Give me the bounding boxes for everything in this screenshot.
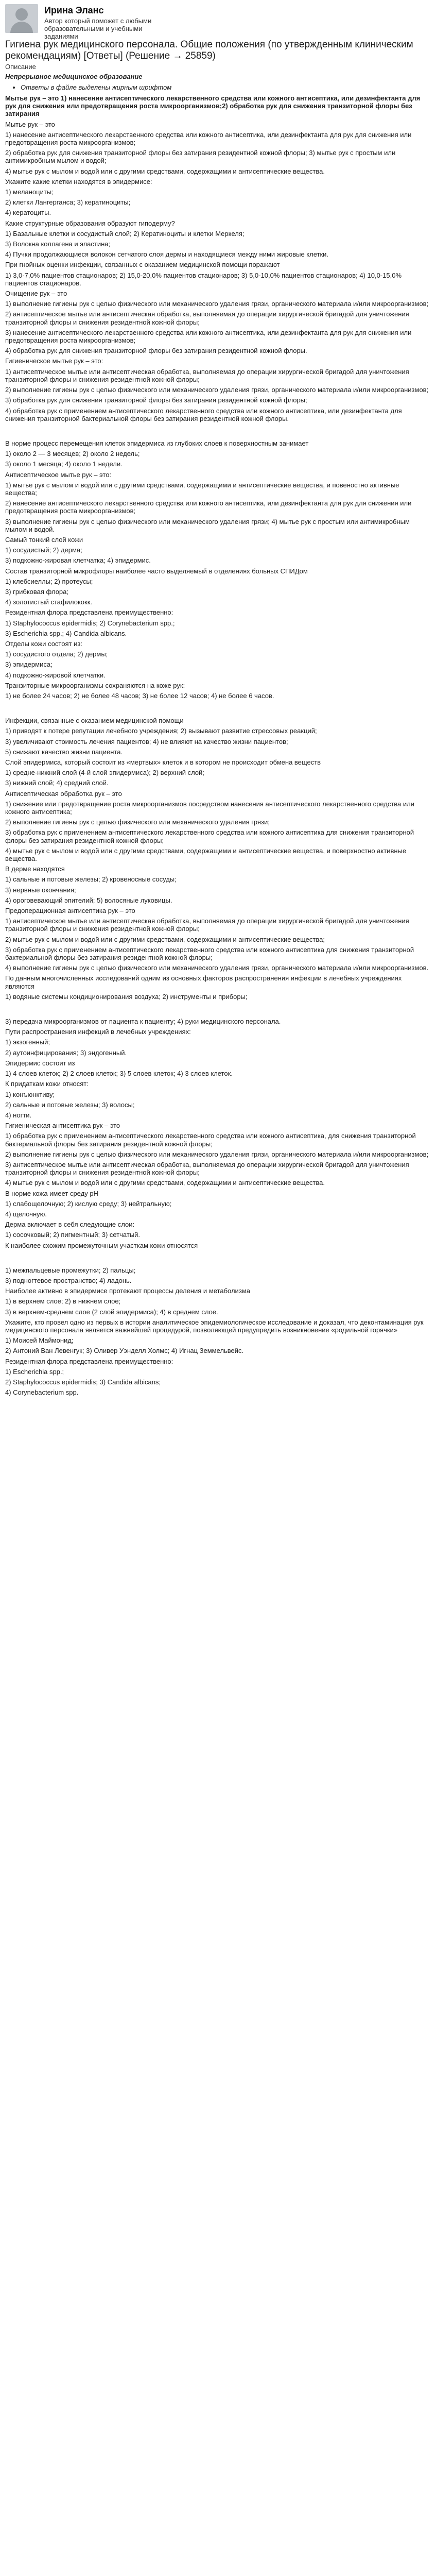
content-paragraph: 1) в верхнем слое; 2) в нижнем слое; <box>5 1297 121 1306</box>
content-paragraph: 3) нижний слой; 4) средний слой. <box>5 779 109 787</box>
content-paragraph: 4) Corynebacterium spp. <box>5 1388 79 1397</box>
content-paragraph: Гигиеническая антисептика рук – это <box>5 1122 120 1130</box>
content-paragraph: 4) Пучки продолжающиеся волокон сетчатого слоя дермы и находящиеся между ними жировые клетки. <box>5 250 329 259</box>
content-paragraph: 3) грибковая флора; <box>5 587 68 596</box>
content-paragraph: 1) антисептическое мытье или антисептическая обработка, выполняемая до операции хирургической бригадой для уничтожения транзиторной флоры и снижения резидентной кожной флоры; <box>5 917 409 933</box>
content-paragraph: 1) обработка рук с применением антисептического лекарственного средства или кожного антисептика, для снижения транзиторной бактериальной флоры без затирания резидентной кожной флоры; <box>5 1132 416 1148</box>
content-paragraph: 1) сальные и потовые железы; 2) кровеносные сосуды; <box>5 875 177 884</box>
content-paragraph: 2) обработка рук для снижения транзиторной флоры без затирания резидентной кожной флоры; 3) мытье рук с простым или антимикробным мылом и водой; <box>5 149 396 165</box>
content-paragraph: В норме процесс перемещения клеток эпидермиса из глубоких слоев к поверхностным занимает <box>5 439 309 447</box>
answers-content <box>5 94 431 1396</box>
content-paragraph: Дерма включает в себя следующие слои: <box>5 1221 135 1229</box>
content-paragraph: 3) около 1 месяца; 4) около 1 недели. <box>5 460 123 468</box>
avatar[interactable] <box>5 4 38 33</box>
content-paragraph: 4) обработка рук для снижения транзиторной флоры без затирания резидентной кожной флоры. <box>5 347 307 355</box>
content-paragraph: 1) клебсиеллы; 2) протеусы; <box>5 577 93 585</box>
content-paragraph: 4) выполнение гигиены рук с целью физического или механического удаления грязи, органического материала и/или микроорганизмов. <box>5 964 429 972</box>
content-paragraph: К наиболее схожим промежуточным участкам кожи относятся <box>5 1241 198 1249</box>
content-paragraph: Предоперационная антисептика рук – это <box>5 907 135 915</box>
content-paragraph: 2) Антоний Ван Левенгук; 3) Оливер Уэнделл Холмс; 4) Игнац Земмельвейс. <box>5 1347 244 1355</box>
content-paragraph: Какие структурные образования образуют гиподерму? <box>5 219 175 227</box>
content-paragraph: 1) мытье рук с мылом и водой или с другими средствами, содержащими и антисептические вещества, и повеностно активные вещества; <box>5 481 399 497</box>
page-title: Гигиена рук медицинского персонала. Общие положения (по утвержденным клиническим рекомендациям) [Ответы] (Решение → 25859) <box>5 39 413 61</box>
content-paragraph: Слой эпидермиса, который состоит из «мертвых» клеток и в котором не происходит обмена веществ <box>5 758 321 766</box>
content-paragraph: 4) золотистый стафилококк. <box>5 598 92 606</box>
content-paragraph: Наиболее активно в эпидермисе протекают процессы деления и метаболизма <box>5 1287 250 1295</box>
content-paragraph: 3) Волокна коллагена и эластина; <box>5 240 111 248</box>
content-paragraph: 3) нервные окончания; <box>5 886 76 894</box>
content-paragraph: 3) Escherichia spp.; 4) Candida albicans. <box>5 629 127 637</box>
content-paragraph: 1) Staphylococcus epidermidis; 2) Corynebacterium spp.; <box>5 619 175 627</box>
content-paragraph: 2) выполнение гигиены рук с целью физического или механического удаления грязи, органического материала и/или микроорганизмов; <box>5 1150 429 1158</box>
content-paragraph: При гнойных оценки инфекции, связанных с оказанием медицинской помощи поражают <box>5 261 280 269</box>
content-paragraph: 1) средне-нижний слой (4-й слой эпидермиса); 2) верхний слой; <box>5 769 204 777</box>
content-paragraph: 3) обработка рук для снижения транзиторной флоры без затирания резидентной кожной флоры; <box>5 396 307 404</box>
content-paragraph: 1) конъюнктиву; <box>5 1090 55 1098</box>
content-paragraph: Укажите какие клетки находятся в эпидермисе: <box>5 177 152 185</box>
author-info <box>44 4 163 40</box>
content-paragraph: 3) обработка рук с применением антисептического лекарственного средства или кожного антисептика для снижения транзиторной флоры без затирания резидентной кожной флоры; <box>5 828 414 844</box>
author-card <box>5 4 431 40</box>
content-paragraph: 2) сальные и потовые железы; 3) волосы; <box>5 1100 135 1109</box>
content-paragraph: Пути распространения инфекций в лечебных учреждениях: <box>5 1028 191 1036</box>
content-paragraph: 3) обработка рук с применением антисептического лекарственного средства или кожного антисептика для снижения транзиторной бактериальной флоры без затирания резидентной кожной флоры; <box>5 945 414 962</box>
content-paragraph: 1) слабощелочную; 2) кислую среду; 3) нейтральную; <box>5 1199 172 1208</box>
content-paragraph: 3) нанесение антисептического лекарственного средства или кожного антисептика, или дезинфектанта для рук для снижения или предотвращения роста микроорганизмов; <box>5 328 412 345</box>
content-paragraph: 3) в верхнем-среднем слое (2 слой эпидермиса); 4) в среднем слое. <box>5 1308 218 1316</box>
content-paragraph: Инфекции, связанные с оказанием медицинской помощи <box>5 717 184 725</box>
note-list <box>5 83 431 91</box>
content-paragraph: Антисептическое мытье рук – это: <box>5 470 112 479</box>
content-paragraph: 4) мытье рук с мылом и водой или с другими средствами, содержащими и антисептические вещества, и поверхностно активные вещества. <box>5 846 407 863</box>
content-paragraph: Очищение рук – это <box>5 290 67 298</box>
content-paragraph: 2) выполнение гигиены рук с целью физического или механического удаления грязи; <box>5 818 270 826</box>
content-paragraph: 5) снижают качество жизни пациента. <box>5 748 123 756</box>
content-paragraph: 4) подкожно-жировой клетчатки. <box>5 671 106 679</box>
content-paragraph: 4) мытье рук с мылом и водой или с другими средствами, содержащими и антисептические вещества. <box>5 167 325 175</box>
content-paragraph: 4) кератоциты. <box>5 209 51 217</box>
content-paragraph: 1) 4 слоев клеток; 2) 2 слоев клеток; 3) 5 слоев клеток; 4) 3 слоев клеток. <box>5 1070 233 1078</box>
content-paragraph: 3) увеличивают стоимость лечения пациентов; 4) не влияют на качество жизни пациентов; <box>5 737 288 745</box>
content-paragraph: Резидентная флора представлена преимущественно: <box>5 608 173 617</box>
content-paragraph: 1) приводят к потере репутации лечебного учреждения; 2) вызывают развитие стрессовых реакций; <box>5 727 317 735</box>
content-paragraph: Укажите, кто провел одно из первых в истории аналитическое эпидемиологическое исследование и доказал, что деконтаминация рук медицинского персонала является важнейшей процедурой, позволяющей предупредить возникновение «родильной горячки» <box>5 1318 424 1334</box>
page-break-gap <box>5 1252 431 1266</box>
subject-label: Непрерывное медицинское образование <box>5 73 143 80</box>
content-paragraph: 1) 3,0-7,0% пациентов стационаров; 2) 15,0-20,0% пациентов стационаров; 3) 5,0-10,0% пациентов стационаров; 4) 10,0-15,0% пациентов стационаров. <box>5 271 402 287</box>
content-paragraph: 1) снижение или предотвращение роста микроорганизмов посредством нанесения антисептического лекарственного средства или кожного антисептика; <box>5 800 414 816</box>
content-paragraph: 1) экзогенный; <box>5 1038 50 1046</box>
content-paragraph: Транзиторные микроорганизмы сохраняются на коже рук: <box>5 681 185 689</box>
content-paragraph: 3) подкожно-жировая клетчатка; 4) эпидермис. <box>5 556 151 565</box>
content-paragraph: 4) ороговевающий эпителий; 5) волосяные луковицы. <box>5 896 172 904</box>
content-paragraph: Мытье рук – это <box>5 120 55 128</box>
content-paragraph: По данным многочисленных исследований одним из основных факторов распространения инфекции в лечебных учреждениях являются <box>5 974 402 990</box>
note-item: • Ответы в файле выделены жирным шрифтом <box>21 83 431 91</box>
content-paragraph: В норме кожа имеет среду pH <box>5 1189 98 1197</box>
content-paragraph: 1) антисептическое мытье или антисептическая обработка, выполняемая до операции хирургической бригадой для уничтожения транзиторной флоры и снижения резидентной кожной флоры; <box>5 367 409 383</box>
content-paragraph: 3) эпидермиса; <box>5 660 53 669</box>
content-paragraph: 1) около 2 — 3 месяцев; 2) около 2 недель; <box>5 450 140 458</box>
page-break-gap <box>5 1003 431 1018</box>
content-paragraph: 1) сосудистый; 2) дерма; <box>5 546 82 554</box>
content-paragraph: 2) выполнение гигиены рук с целью физического или механического удаления грязи, органического материала и/или микроорганизмов; <box>5 386 429 394</box>
content-paragraph: Состав транзиторной микрофлоры наиболее часто выделяемый в отделениях больных СПИДом <box>5 567 308 575</box>
page-break-gap <box>5 425 431 439</box>
description-label: Описание <box>5 63 36 71</box>
content-paragraph: 4) ногти. <box>5 1111 32 1119</box>
content-paragraph: Мытье рук – это 1) нанесение антисептического лекарственного средства или кожного антисептика, или дезинфектанта для рук для снижения или предотвращения роста микроорганизмов;2) обработка рук для снижения транзиторной флоры без затирания <box>5 94 421 118</box>
content-paragraph: Гигиеническое мытье рук – это: <box>5 357 103 365</box>
content-paragraph: 1) не более 24 часов; 2) не более 48 часов; 3) не более 12 часов; 4) не более 6 часов. <box>5 691 274 700</box>
author-name[interactable]: Ирина Эланс <box>44 5 104 15</box>
content-paragraph: 2) нанесение антисептического лекарственного средства или кожного антисептика, или дезинфектанта для рук для снижения или предотвращения роста микроорганизмов; <box>5 499 412 515</box>
content-paragraph: Антисептическая обработка рук – это <box>5 789 122 798</box>
content-paragraph: 2) клетки Лангерганса; 3) кератиноциты; <box>5 198 131 207</box>
content-paragraph: 1) водяные системы кондиционирования воздуха; 2) инструменты и приборы; <box>5 992 248 1001</box>
content-paragraph: 1) выполнение гигиены рук с целью физического или механического удаления грязи, органического материала и/или микроорганизмов; <box>5 300 429 308</box>
content-paragraph: Самый тонкий слой кожи <box>5 535 83 544</box>
content-paragraph: Отделы кожи состоят из: <box>5 639 82 648</box>
content-paragraph: 4) обработка рук с применением антисептического лекарственного средства или кожного антисептика, или дезинфектанта для снижения транзиторной бактериальной флоры без затирания резидентной кожной флоры. <box>5 406 402 422</box>
author-description: Автор который поможет с любыми образовательными и учебными заданиями <box>44 17 152 40</box>
content-paragraph: 4) мытье рук с мылом и водой или с другими средствами, содержащими и антисептические вещества. <box>5 1179 325 1187</box>
content-paragraph: 1) меланоциты; <box>5 188 54 196</box>
content-paragraph: 1) сосочковый; 2) пигментный; 3) сетчатый. <box>5 1231 141 1239</box>
content-paragraph: 3) антисептическое мытье или антисептическая обработка, выполняемая до операции хирургической бригадой для уничтожения транзиторной флоры и снижения резидентной кожной флоры; <box>5 1160 409 1177</box>
content-paragraph: 2) аутоинфицирования; 3) эндогенный. <box>5 1048 127 1057</box>
content-paragraph: 3) подногтевое пространство; 4) ладонь. <box>5 1276 132 1284</box>
content-paragraph: 4) щелочную. <box>5 1210 47 1218</box>
content-paragraph: 2) Staphylococcus epidermidis; 3) Candida albicans; <box>5 1378 161 1386</box>
content-paragraph: 1) Моисей Маймонид; <box>5 1336 74 1345</box>
content-paragraph: 1) межпальцевые промежутки; 2) пальцы; <box>5 1266 136 1274</box>
content-paragraph: К придаткам кожи относят: <box>5 1080 89 1088</box>
page-break-gap <box>5 702 431 717</box>
content-paragraph: Эпидермис состоит из <box>5 1059 75 1067</box>
content-paragraph: 3) выполнение гигиены рук с целью физического или механического удаления грязи; 4) мытье рук с простым или антимикробным мылом и водой. <box>5 517 410 533</box>
content-paragraph: 1) Базальные клетки и сосудистый слой; 2) Кератиноциты и клетки Меркеля; <box>5 229 245 238</box>
content-paragraph: В дерме находятся <box>5 865 65 873</box>
content-paragraph: 1) Escherichia spp.; <box>5 1367 64 1376</box>
content-paragraph: 1) нанесение антисептического лекарственного средства или кожного антисептика, или дезинфектанта для рук для снижения или предотвращения роста микроорганизмов; <box>5 130 412 147</box>
content-paragraph: 2) мытье рук с мылом и водой или с другими средствами, содержащими и антисептические вещества; <box>5 935 325 943</box>
content-paragraph: 3) передача микроорганизмов от пациента к пациенту; 4) руки медицинского персонала. <box>5 1018 281 1026</box>
content-paragraph: Резидентная флора представлена преимущественно: <box>5 1357 173 1365</box>
content-paragraph: 1) сосудистого отдела; 2) дермы; <box>5 650 108 658</box>
content-paragraph: 2) антисептическое мытье или антисептическая обработка, выполняемая до операции хирургической бригадой для уничтожения транзиторной флоры и снижения резидентной кожной флоры; <box>5 310 409 326</box>
